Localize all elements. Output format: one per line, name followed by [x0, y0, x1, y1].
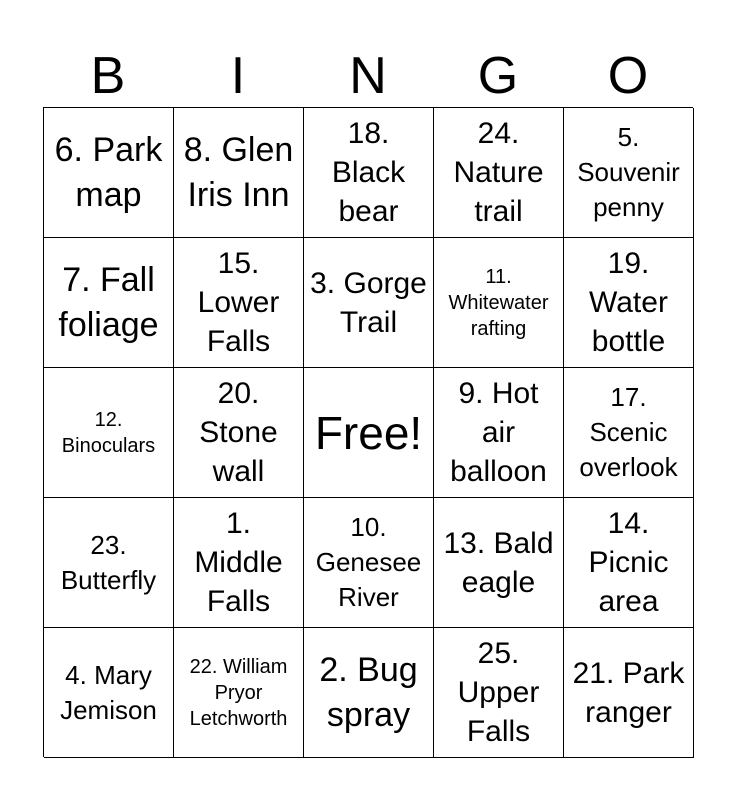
bingo-cell-b2[interactable] [44, 238, 174, 368]
bingo-cell-o3[interactable] [564, 368, 694, 498]
bingo-cell-b3[interactable] [44, 368, 174, 498]
bingo-cell-label: 17. Scenic overlook [579, 382, 678, 482]
bingo-cell-label: 20. Stone wall [199, 377, 278, 488]
header-letter-i: I [230, 47, 246, 105]
bingo-cell-label: 13. Bald eagle [443, 526, 554, 599]
bingo-cell-i5[interactable] [174, 628, 304, 758]
bingo-cell-i2[interactable] [174, 238, 304, 368]
bingo-cell-i3[interactable] [174, 368, 304, 498]
bingo-cell-label: 18. Black bear [331, 117, 406, 228]
bingo-cell-n2[interactable] [304, 238, 434, 368]
bingo-cell-label: 11. Whitewater rafting [448, 265, 549, 340]
bingo-cell-label: 14. Picnic area [588, 507, 669, 618]
bingo-cell-label: 12. Binoculars [61, 408, 156, 457]
header-letter-g: G [477, 47, 519, 105]
bingo-cell-label: 24. Nature trail [453, 117, 544, 228]
bingo-cell-g2[interactable] [434, 238, 564, 368]
bingo-cell-label: 8. Glen Iris Inn [183, 130, 294, 214]
bingo-card-grid [43, 107, 693, 757]
bingo-cell-label: 9. Hot air balloon [450, 377, 547, 488]
bingo-cell-b5[interactable] [44, 628, 174, 758]
bingo-cell-o1[interactable] [564, 108, 694, 238]
bingo-cell-label: 2. Bug spray [319, 650, 418, 734]
free-space-cell[interactable] [304, 368, 434, 498]
bingo-cell-i4[interactable] [174, 498, 304, 628]
bingo-cell-o5[interactable] [564, 628, 694, 758]
bingo-cell-label: 4. Mary Jemison [60, 659, 157, 725]
bingo-cell-label: 21. Park ranger [572, 656, 685, 729]
bingo-cell-label: 19. Water bottle [589, 247, 668, 358]
bingo-cell-label: 6. Park map [54, 130, 163, 214]
bingo-cell-g3[interactable] [434, 368, 564, 498]
bingo-cell-label: 5. Souvenir penny [577, 122, 680, 222]
bingo-cell-n4[interactable] [304, 498, 434, 628]
bingo-cell-o2[interactable] [564, 238, 694, 368]
bingo-cell-g4[interactable] [434, 498, 564, 628]
bingo-cell-n5[interactable] [304, 628, 434, 758]
bingo-cell-g1[interactable] [434, 108, 564, 238]
bingo-cell-b1[interactable] [44, 108, 174, 238]
bingo-cell-label: 3. Gorge Trail [310, 266, 427, 339]
bingo-cell-label: 1. Middle Falls [194, 507, 283, 618]
bingo-cell-label: 25. Upper Falls [457, 637, 540, 748]
bingo-cell-g5[interactable] [434, 628, 564, 758]
bingo-cell-n1[interactable] [304, 108, 434, 238]
header-letter-b: B [90, 47, 126, 105]
bingo-cell-o4[interactable] [564, 498, 694, 628]
bingo-cell-label: 15. Lower Falls [197, 247, 280, 358]
bingo-cell-i1[interactable] [174, 108, 304, 238]
bingo-cell-label: 23. Butterfly [60, 529, 157, 595]
bingo-cell-label: 22. William Pryor Letchworth [189, 655, 288, 730]
bingo-cell-label: 10. Genesee River [315, 512, 422, 612]
header-letter-o: O [607, 47, 649, 105]
bingo-cell-label: 7. Fall foliage [58, 260, 159, 344]
bingo-cell-b4[interactable] [44, 498, 174, 628]
bingo-header [43, 46, 693, 106]
bingo-cell-label: Free! [314, 406, 423, 459]
header-letter-n: N [349, 47, 387, 105]
